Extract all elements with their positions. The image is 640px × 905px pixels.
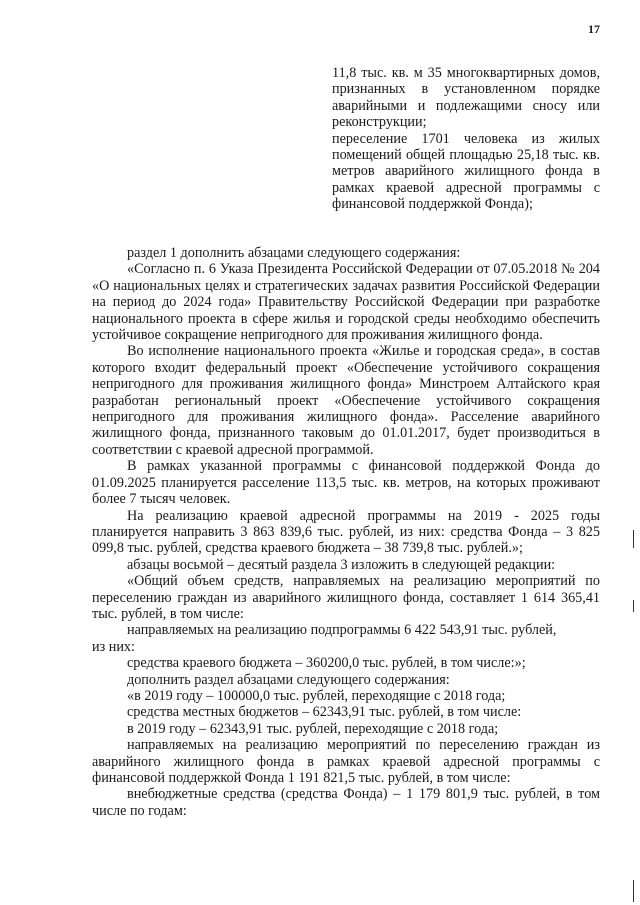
paragraph: средства краевого бюджета – 360200,0 тыс. рублей, в том числе:»; [127,655,526,672]
paragraph: «Общий объем средств, направляемых на реализацию мероприятий по переселению граждан из аварийного жилищного фонда, составляет 1 614 365,41 тыс. рублей, в том числе: [92,573,600,622]
scan-edge-mark [633,880,635,902]
paragraph: переселение 1701 человека из жилых помещений общей площадью 25,18 тыс. кв. метров аварийного жилищного фонда в рамках краевой адресной программы с финансовой поддержкой Фонда); [332,130,600,213]
paragraph: 11,8 тыс. кв. м 35 многоквартирных домов, признанных в установленном порядке аварийными и подлежащими сносу или реконструкции; [332,65,600,131]
page-number: 17 [588,22,600,36]
paragraph: в 2019 году – 62343,91 тыс. рублей, переходящие с 2018 года; [127,720,499,737]
right-column-text [332,65,600,213]
paragraph: В рамках указанной программы с финансовой поддержкой Фонда до 01.09.2025 планируется расселение 113,5 тыс. кв. метров, на которых проживают более 7 тысяч человек. [92,458,600,508]
main-text [92,245,600,819]
paragraph: дополнить раздел абзацами следующего содержания: [127,671,450,688]
paragraph: «в 2019 году – 100000,0 тыс. рублей, переходящие с 2018 года; [127,687,506,704]
paragraph: «Согласно п. 6 Указа Президента Российской Федерации от 07.05.2018 № 204 «О национальных целях и стратегических задачах развития Российской Федерации на период до 2024 года» Правительству Российской Федерации при разработке национального проекта в сфере жилья и городской среды необходимо обеспечить устойчивое сокращение непригодного для проживания жилищного фонда. [92,261,600,344]
paragraph: абзацы восьмой – десятый раздела 3 изложить в следующей редакции: [127,556,556,573]
scan-edge-mark [633,600,635,612]
paragraph: средства местных бюджетов – 62343,91 тыс. рублей, в том числе: [127,704,522,721]
paragraph: внебюджетные средства (средства Фонда) – 1 179 801,9 тыс. рублей, в том числе по годам: [92,786,600,819]
scan-edge-mark [633,530,635,548]
paragraph: На реализацию краевой адресной программы на 2019 - 2025 годы планируется направить 3 863 839,6 тыс. рублей, из них: средства Фонда – 3 825 099,8 тыс. рублей, средства краевого бюджета – 38 739,8 тыс. рублей.»; [92,507,600,557]
paragraph: направляемых на реализацию подпрограммы 6 422 543,91 тыс. рублей, [127,622,557,639]
paragraph: направляемых на реализацию мероприятий по переселению граждан из аварийного жилищного фонда в рамках краевой адресной программы с финансовой поддержкой Фонда 1 191 821,5 тыс. рублей, в том числе: [92,737,600,786]
paragraph: Во исполнение национального проекта «Жилье и городская среда», в состав которого входит федеральный проект «Обеспечение устойчивого сокращения непригодного для проживания жилищного фонда» Минстроем Алтайского края разработан региональный проект «Обеспечение устойчивого сокращения непригодного для проживания жилищного фонда». Расселение аварийного жилищного фонда, признанного таковым до 01.01.2017, будет производиться в соответствии с краевой адресной программой. [92,343,600,458]
paragraph: раздел 1 дополнить абзацами следующего содержания: [127,245,461,261]
paragraph: из них: [92,638,135,655]
